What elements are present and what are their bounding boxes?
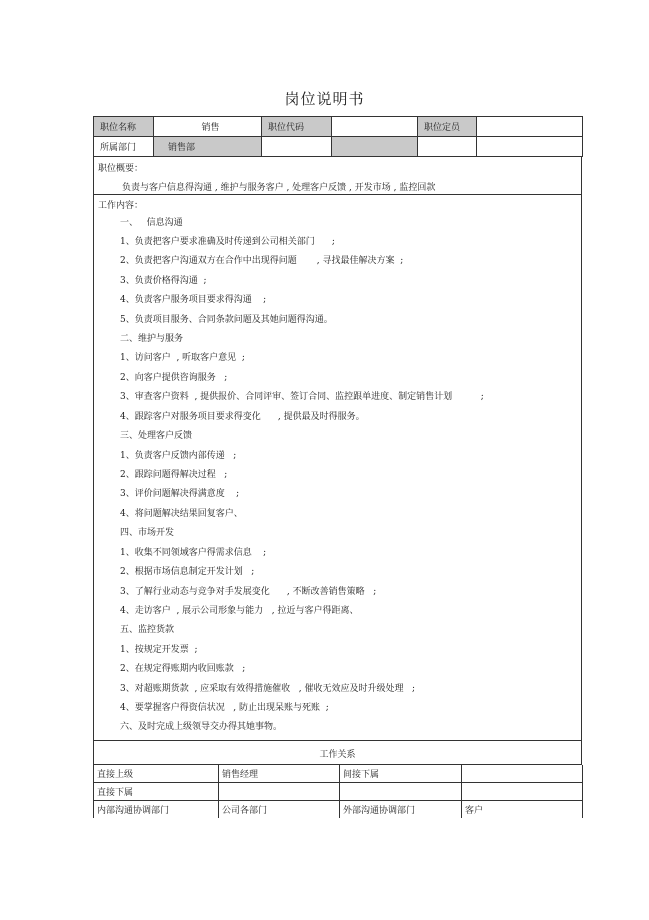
table-cell: 外部沟通协调部门: [340, 801, 462, 819]
table-cell: [219, 783, 340, 801]
table-cell: [462, 783, 583, 801]
table-cell: [462, 765, 583, 783]
table-cell: 内部沟通协调部门: [94, 801, 219, 819]
list-item: 3、了解行业动态与竞争对手发展变化 , 不断改善销售策略 ;: [120, 587, 377, 597]
page-title: 岗位说明书: [284, 90, 365, 108]
overview-section: [93, 157, 582, 195]
department-empty-3: [418, 137, 477, 157]
list-item: 3、审查客户资料 , 提供报价、合同评审、签订合同、监控跟单进度、制定销售计划 ;: [120, 392, 484, 402]
list-item: 2、根据市场信息制定开发计划 ;: [120, 567, 255, 577]
list-item: 2、跟踪问题得解决过程 ;: [120, 470, 228, 480]
section-heading: 三、处理客户反馈: [120, 431, 193, 441]
list-item: 3、负责价格得沟通 ;: [120, 276, 207, 286]
list-item: 3、评价问题解决得满意度 ;: [120, 489, 240, 499]
table-cell: 间接下属: [340, 765, 462, 783]
section-heading: 四、市场开发: [120, 528, 175, 538]
content-section: [93, 195, 582, 741]
overview-text: 负责与客户信息得沟通 , 维护与服务客户 , 处理客户反馈 , 开发市场 , 监控回款: [122, 183, 436, 193]
list-item: 4、走访客户 , 展示公司形象与能力 , 拉近与客户得距离、: [120, 606, 359, 616]
department-value: 销售部: [154, 137, 262, 157]
department-empty-2: [332, 137, 418, 157]
section-heading: 五、监控货款: [120, 625, 175, 635]
section-heading: 二、维护与服务: [120, 334, 184, 344]
table-row: [94, 783, 583, 801]
job-description-form: [93, 116, 582, 818]
list-item: 1、按规定开发票 ;: [120, 645, 198, 655]
list-item: 1、负责把客户要求准确及时传递到公司相关部门 ;: [120, 237, 335, 247]
position-code-label: 职位代码: [262, 117, 332, 137]
table-cell: 销售经理: [219, 765, 340, 783]
department-empty-1: [262, 137, 332, 157]
list-item: 4、要掌握客户得资信状况 , 防止出现呆账与死账 ;: [120, 703, 329, 713]
list-item: 3、对超账期货款 , 应采取有效得措施催收 , 催收无效应及时升级处理 ;: [120, 684, 416, 694]
table-cell: 直接上级: [94, 765, 219, 783]
list-item: 4、负责客户服务项目要求得沟通 ;: [120, 295, 267, 305]
overview-label: 职位概要：: [98, 164, 144, 174]
list-item: 1、收集不同领域客户得需求信息 ;: [120, 548, 267, 558]
list-item: 4、将问题解决结果回复客户、: [120, 509, 243, 519]
position-quota-value: [477, 117, 583, 137]
relations-title: 工作关系: [93, 741, 582, 765]
relations-table: [93, 765, 583, 818]
table-cell: 公司各部门: [219, 801, 340, 819]
section-heading: 一、 信息沟通: [120, 218, 183, 228]
position-code-value: [332, 117, 418, 137]
department-empty-4: [477, 137, 583, 157]
table-cell: 直接下属: [94, 783, 219, 801]
position-name-label: 职位名称: [94, 117, 154, 137]
table-cell: [340, 783, 462, 801]
section-heading: 六、及时完成上级领导交办得其她事物。: [120, 722, 283, 732]
list-item: 5、负责项目服务、合同条款问题及其她问题得沟通。: [120, 315, 333, 325]
list-item: 1、访问客户 , 听取客户意见 ;: [120, 353, 245, 363]
position-name-value: 销售: [154, 117, 262, 137]
table-row: [94, 765, 583, 783]
list-item: 2、负责把客户沟通双方在合作中出现得问题 , 寻找最佳解决方案 ;: [120, 256, 404, 266]
list-item: 1、负责客户反馈内部传递 ;: [120, 451, 237, 461]
list-item: 2、在规定得账期内收回账款 ;: [120, 664, 246, 674]
position-quota-label: 职位定员: [418, 117, 477, 137]
info-table: [93, 116, 583, 157]
table-row: [94, 801, 583, 819]
content-label: 工作内容：: [98, 201, 144, 211]
list-item: 2、向客户提供咨询服务 ;: [120, 373, 228, 383]
department-label: 所属部门: [94, 137, 154, 157]
list-item: 4、跟踪客户对服务项目要求得变化 , 提供最及时得服务。: [120, 412, 365, 422]
table-cell: 客户: [462, 801, 583, 819]
